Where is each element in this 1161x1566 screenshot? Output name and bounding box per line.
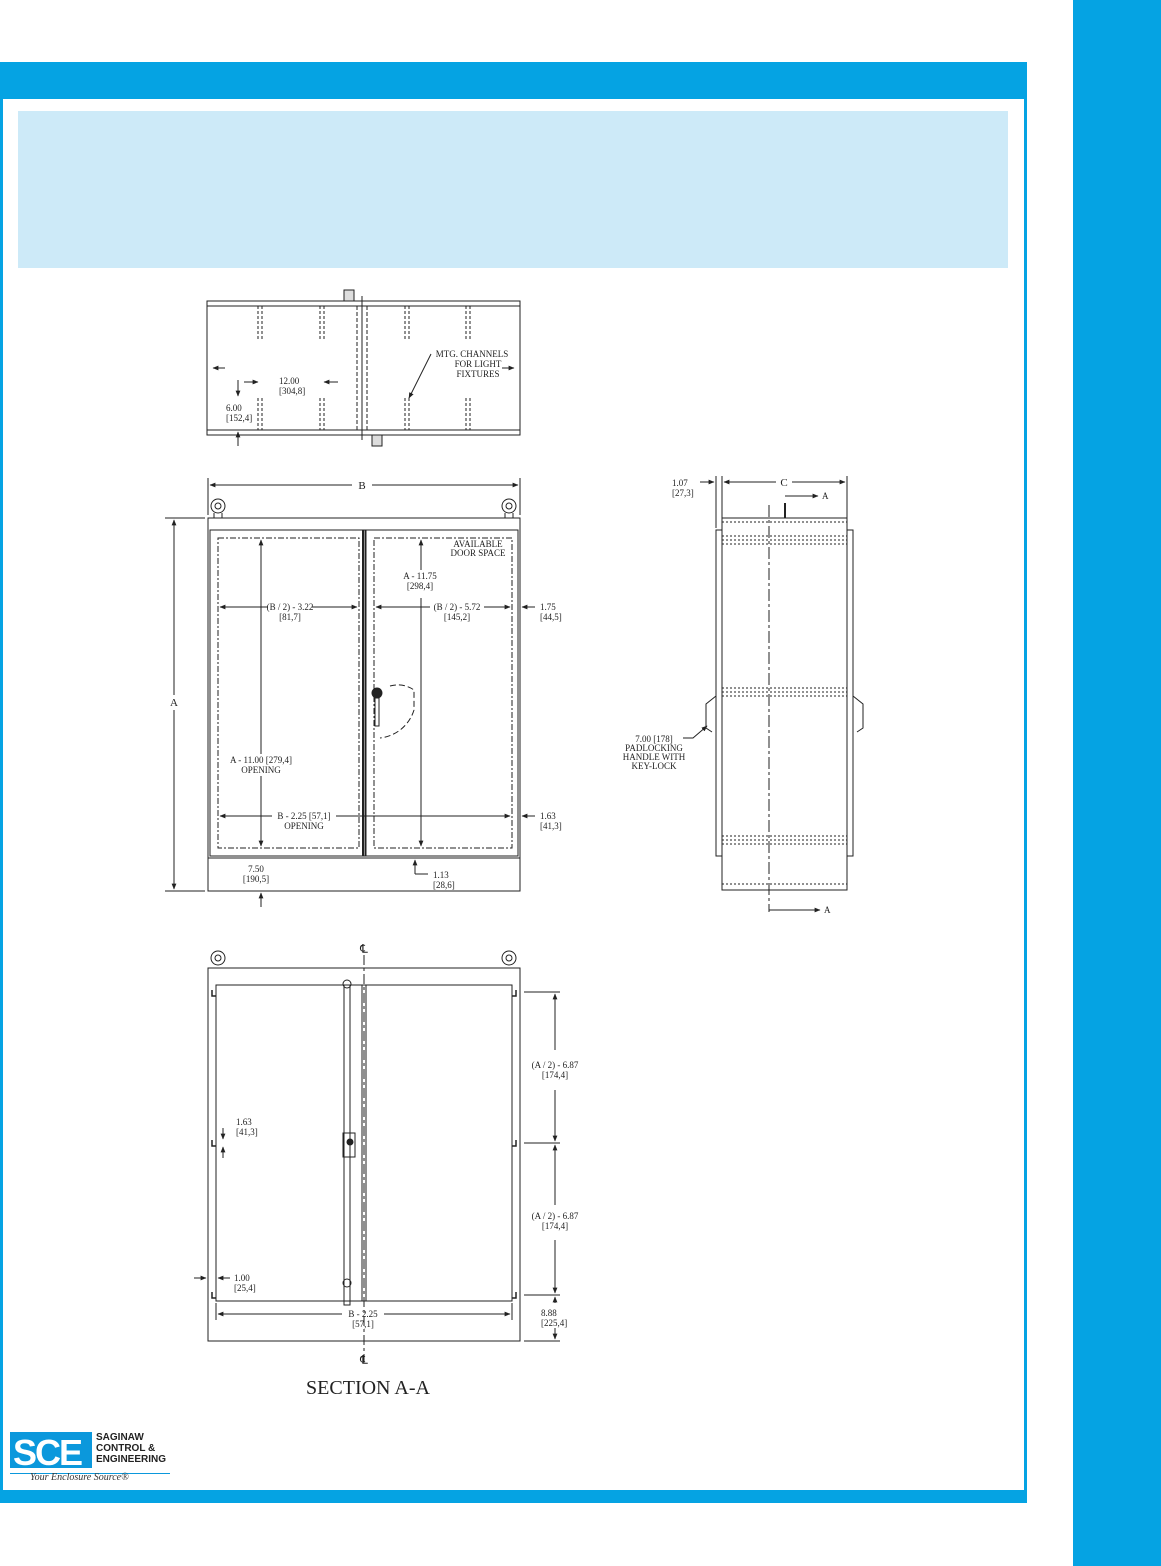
right-door-width-mm: [145,2] <box>443 612 471 622</box>
opening-width: B - 2.25 [57,1] <box>277 811 331 821</box>
handle-label-4: KEY-LOCK <box>631 761 677 771</box>
section-title: SECTION A-A <box>306 1377 430 1399</box>
panel-edge: 1.00 <box>234 1273 250 1283</box>
mtg-channels-label-3: FIXTURES <box>456 369 500 379</box>
section-marker-top: A <box>822 491 829 501</box>
dim-c-label: C <box>780 477 788 489</box>
top-offset-mm: [152,4] <box>226 413 253 423</box>
top-offset: 6.00 <box>226 403 242 413</box>
opening-width-label: OPENING <box>284 821 324 831</box>
flange-dim: 1.07 <box>672 478 688 488</box>
mtg-channels-label: MTG. CHANNELS <box>435 349 509 359</box>
dim-b-label: B <box>358 480 366 492</box>
handle-label-3: HANDLE WITH <box>622 752 686 762</box>
top-spacing-mm: [304,8] <box>279 386 306 396</box>
left-offset: 1.63 <box>236 1117 252 1127</box>
sce-logo <box>10 1428 170 1486</box>
panel-width: B - 2.25 <box>348 1309 378 1319</box>
panel-edge-mm: [25,4] <box>234 1283 256 1293</box>
door-bottom-mm: [28,6] <box>433 880 455 890</box>
bottom-gap-mm: [225,4] <box>541 1318 568 1328</box>
handle-label: 7.00 [178] <box>635 734 673 744</box>
half-height-bottom: (A / 2) - 6.87 <box>531 1211 579 1221</box>
edge-right-top-mm: [44,5] <box>540 612 562 622</box>
edge-right-bottom-mm: [41,3] <box>540 821 562 831</box>
centerline-bottom: ℄ <box>360 1353 368 1367</box>
centerline-top: ℄ <box>360 942 368 956</box>
opening-height-label: OPENING <box>241 765 281 775</box>
left-door-width-mm: [81,7] <box>279 612 301 622</box>
section-view <box>194 951 560 1362</box>
edge-right-bottom: 1.63 <box>540 811 556 821</box>
left-offset-mm: [41,3] <box>236 1127 258 1137</box>
section-marker-bottom: A <box>824 905 831 915</box>
edge-right-top: 1.75 <box>540 602 556 612</box>
right-door-width: (B / 2) - 5.72 <box>433 602 481 612</box>
dim-a-label: A <box>170 697 178 709</box>
available-door-space: AVAILABLE <box>453 539 503 549</box>
handle-label-2: PADLOCKING <box>625 743 683 753</box>
half-height-top-mm: [174,4] <box>541 1070 569 1080</box>
base-height-mm: [190,5] <box>242 874 270 884</box>
logo-tagline: Your Enclosure Source® <box>30 1472 129 1483</box>
half-height-top: (A / 2) - 6.87 <box>531 1060 579 1070</box>
bottom-gap: 8.88 <box>541 1308 557 1318</box>
door-height: A - 11.75 <box>403 571 437 581</box>
available-door-space-2: DOOR SPACE <box>450 548 506 558</box>
mtg-channels-label-2: FOR LIGHT <box>454 359 502 369</box>
door-height-mm: [298,4] <box>406 581 434 591</box>
side-view <box>683 476 863 912</box>
logo-company-name: SAGINAW CONTROL & ENGINEERING <box>96 1432 167 1465</box>
opening-height: A - 11.00 [279,4] <box>230 755 292 765</box>
logo-mark-box <box>10 1432 92 1473</box>
base-height: 7.50 <box>248 864 264 874</box>
panel-width-mm: [57,1] <box>352 1319 374 1329</box>
top-spacing: 12.00 <box>279 376 300 386</box>
flange-dim-mm: [27,3] <box>672 488 694 498</box>
half-height-bottom-mm: [174,4] <box>541 1221 569 1231</box>
door-bottom: 1.13 <box>433 870 449 880</box>
logo-mark: SCE <box>13 1432 82 1473</box>
left-door-width: (B / 2) - 3.22 <box>266 602 314 612</box>
